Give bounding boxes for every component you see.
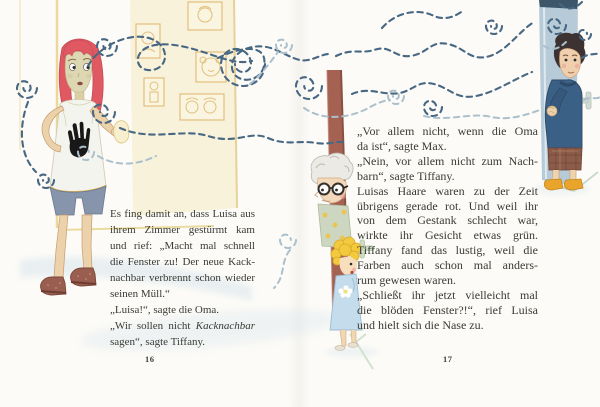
text-line: von dem Gestank schlecht war, [357, 213, 538, 228]
text-line: Luisas Haare waren zu der Zeit [357, 183, 538, 198]
text-line: ihrem Zimmer gestürmt kam [110, 224, 255, 236]
text-line: die Fenster zu! Der neue Kack- [110, 256, 255, 268]
text-line: „Schließt ihr jetzt vielleicht mal [357, 287, 538, 302]
text-line: „Wir sollen nicht Kacknachbar [110, 320, 255, 332]
story-text-right [357, 124, 538, 333]
text-line: „Vor allem nicht, wenn die Oma [357, 124, 538, 138]
text-line: und rief: „Macht mal schnell [110, 240, 255, 252]
story-text-left [110, 206, 255, 350]
grandma-illustration [311, 153, 353, 248]
text-line: sagen“, sagte Tiffany. [110, 336, 206, 348]
page-number-left: 16 [145, 354, 155, 364]
text-line: barn“, sagte Tiffany. [357, 168, 455, 183]
text-line: Tiffany fand das lustig, weil die [357, 243, 538, 258]
text-line: und hielt sich die Nase zu. [357, 317, 484, 332]
text-line: „Nein, vor allem nicht zum Nach- [357, 153, 538, 168]
text-line: seinen Müll.“ [110, 288, 170, 300]
page-number-right: 17 [443, 354, 453, 364]
text-line: da ist“, sagte Max. [357, 138, 447, 153]
text-line: nachbar verbrennt schon wieder [110, 272, 255, 284]
text-line: „Luisa!“, sagte die Oma. [110, 304, 220, 316]
text-line: übrigens gerade rot. Und weil ihr [357, 198, 538, 213]
text-line: wirkte ihr Gesicht etwas grün. [357, 228, 538, 243]
text-line: Farben auch schon mal anders- [357, 258, 538, 273]
text-line: die blöden Fenster?!“, rief Luisa [357, 302, 538, 317]
text-line: rum gewesen waren. [357, 273, 456, 288]
text-line: Es fing damit an, dass Luisa aus [110, 208, 255, 220]
